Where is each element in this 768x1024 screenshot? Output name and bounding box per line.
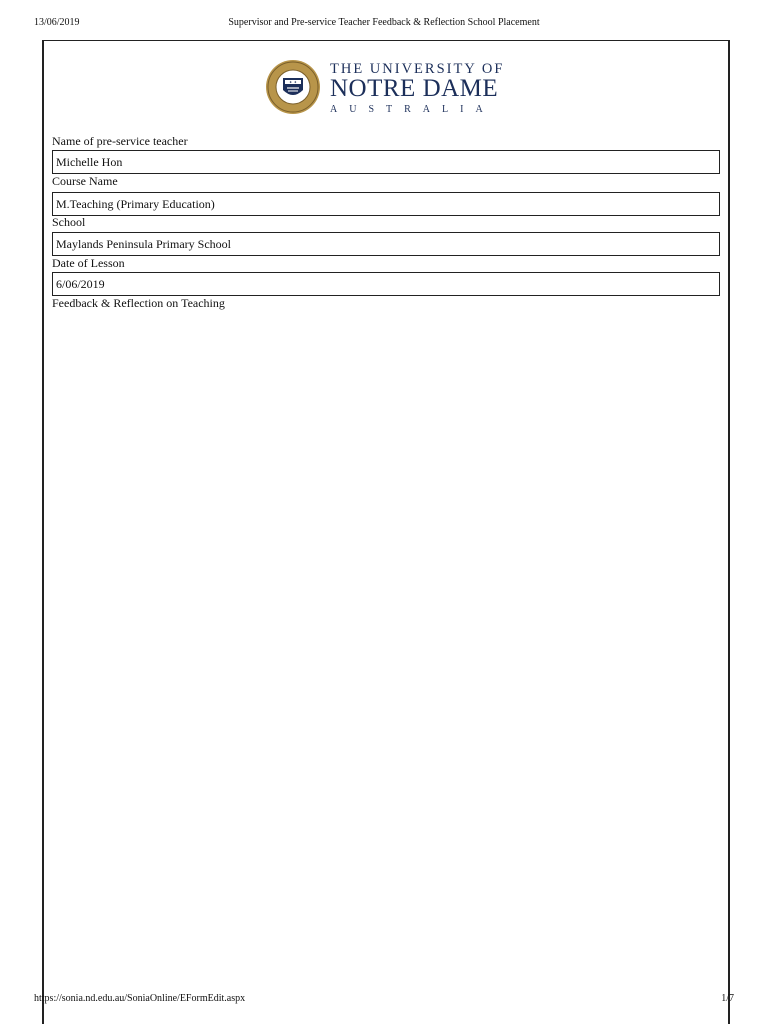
print-date: 13/06/2019 — [34, 17, 80, 28]
university-logo — [264, 58, 504, 116]
university-seal-icon — [264, 58, 324, 116]
form-frame — [42, 40, 730, 1024]
teacher-name-field[interactable]: Michelle Hon — [52, 150, 720, 174]
label-date-of-lesson: Date of Lesson — [52, 256, 125, 270]
label-course-name: Course Name — [52, 174, 118, 188]
school-field[interactable]: Maylands Peninsula Primary School — [52, 232, 720, 256]
logo-line-2: NOTRE DAME — [330, 75, 499, 102]
label-feedback-reflection: Feedback & Reflection on Teaching — [52, 296, 225, 310]
print-page-title: Supervisor and Pre-service Teacher Feedback & Reflection School Placement — [228, 17, 540, 28]
logo-line-3: AUSTRALIA — [330, 104, 495, 115]
course-name-field[interactable]: M.Teaching (Primary Education) — [52, 192, 720, 216]
label-teacher-name: Name of pre-service teacher — [52, 134, 188, 148]
print-footer-url: https://sonia.nd.edu.au/SoniaOnline/EFormEdit.aspx — [34, 993, 246, 1004]
svg-text:✦ ✦: ✦ ✦ — [289, 79, 297, 85]
print-page-number: 1/7 — [721, 993, 734, 1004]
logo-line-1: THE UNIVERSITY OF — [330, 61, 505, 77]
date-of-lesson-field[interactable]: 6/06/2019 — [52, 272, 720, 296]
label-school: School — [52, 215, 86, 229]
